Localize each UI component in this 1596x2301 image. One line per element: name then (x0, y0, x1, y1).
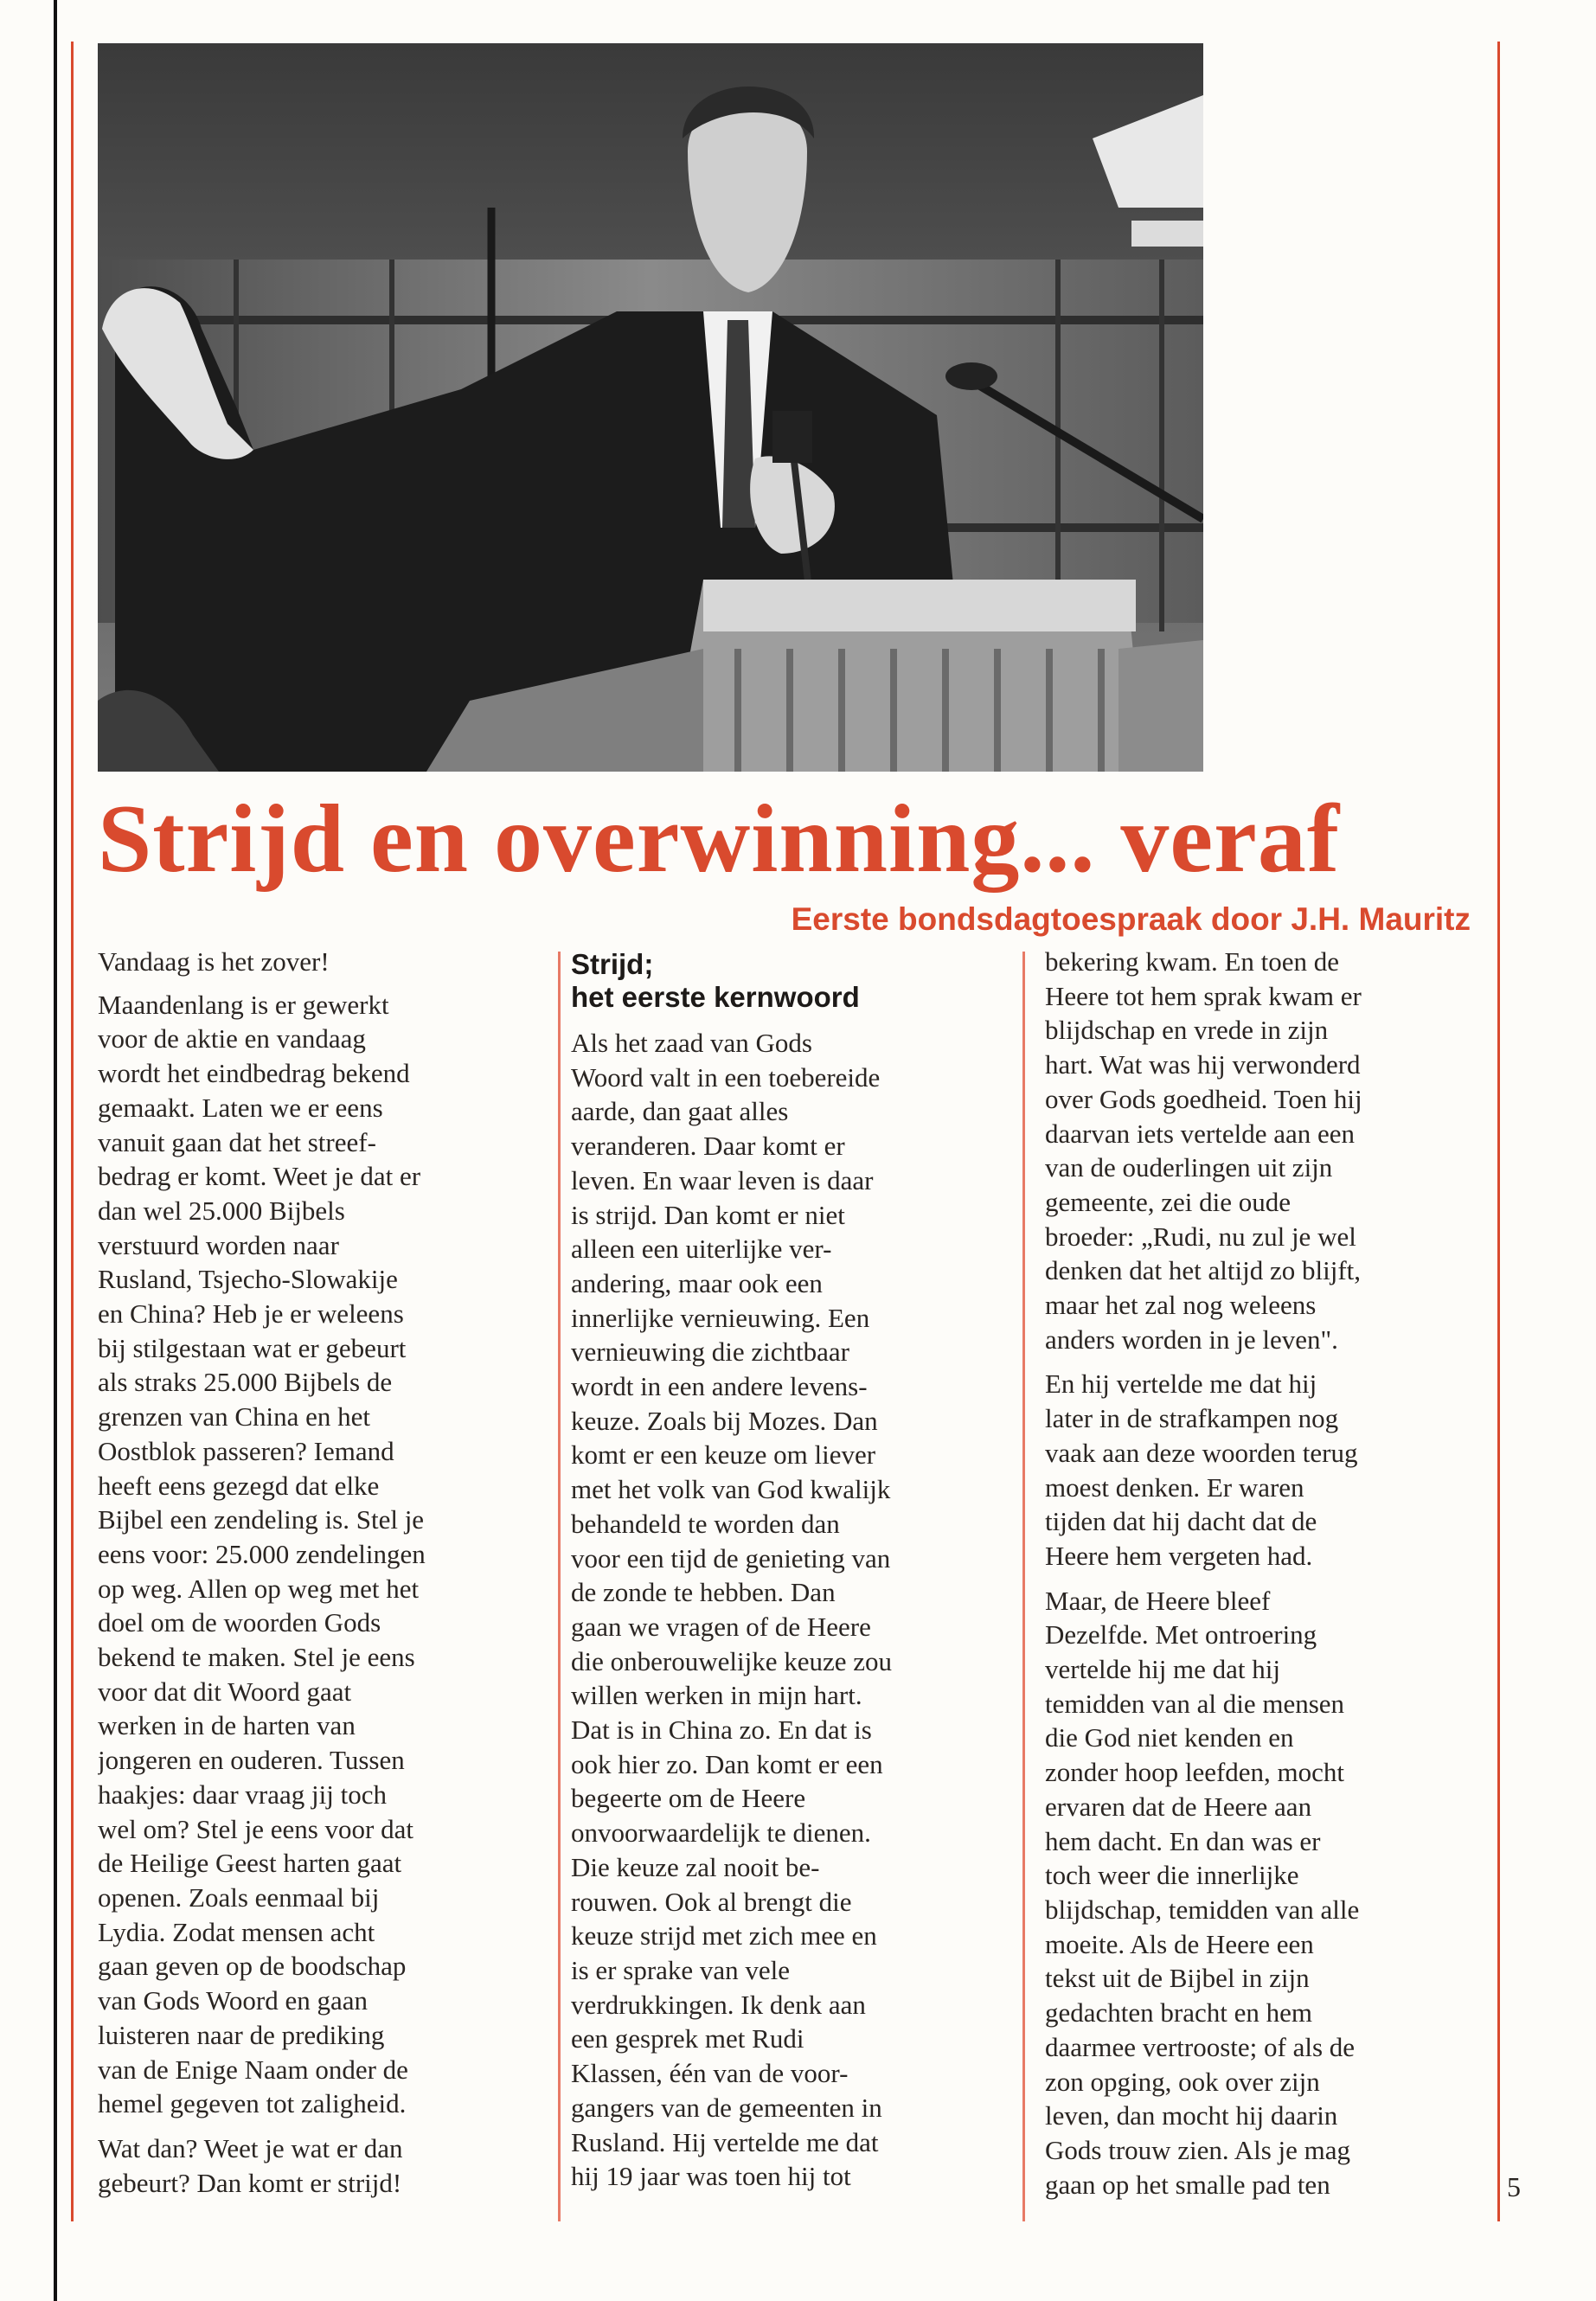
scan-edge (54, 0, 57, 2301)
paragraph: Wat dan? Weet je wat er dan gebeurt? Dan komt er strijd! (98, 2132, 403, 2198)
paragraph: bekering kwam. En toen de Heere tot hem sprak kwam er blijdschap en vrede in zijn hart. Wat was hij verwonderd over Gods goedheid. Toen hij daarvan iets vertelde aan een van de ouderlingen uit zijn gemeente, zei die oude broeder: „Rudi, nu zul je wel denken dat het altijd zo blijft, maar het zal nog weleens anders worden in je leven". (1045, 946, 1362, 1355)
column-3 (1045, 945, 1477, 2216)
paragraph: Maar, de Heere bleef Dezelfde. Met ontroering vertelde hij me dat hij temidden van al die mensen die God niet kenden en zonder hoop leefden, mocht ervaren dat de Heere aan hem dacht. En dan was er toch weer die innerlijke blijdschap, temidden van alle moeite. Als de Heere een tekst uit de Bijbel in zijn gedachten bracht en hem daarmee vertrooste; of als de zon opging, ook over zijn leven, dan mocht hij daarin Gods trouw zien. Als je mag gaan op het smalle pad ten (1045, 1585, 1360, 2200)
column-1 (98, 945, 530, 2216)
page-number: 5 (1507, 2171, 1521, 2202)
article-headline: Strijd en overwinning... veraf (98, 785, 1341, 893)
column-divider-1 (558, 952, 561, 2221)
speaker-photo-illustration (98, 43, 1203, 772)
paragraph: Maandenlang is er gewerkt voor de aktie en vandaag wordt het eindbedrag bekend gemaakt. Laten we er eens vanuit gaan dat het streef- bedrag er komt. Weet je dat er dan wel 25.000 Bijbels verstuurd worden naar Rusland, Tsjecho-Slowakije en China? Heb je er weleens bij stilgestaan wat er gebeurt als straks 25.000 Bijbels de grenzen van China en het Oostblok passeren? Iemand heeft eens gezegd dat elke Bijbel een zendeling is. Stel je eens voor: 25.000 zendelingen op weg. Allen op weg met het doel om de woorden Gods bekend te maken. Stel je eens voor dat dit Woord gaat werken in de harten van jongeren en ouderen. Tussen haakjes: daar vraag jij toch wel om? Stel je eens voor dat de Heilige Geest harten gaat openen. Zoals eenmaal bij Lydia. Zodat mensen acht gaan geven op de boodschap van Gods Woord en gaan luisteren naar de prediking van de Enige Naam onder de hemel gegeven tot zaligheid. (98, 989, 426, 2119)
paragraph: En hij vertelde me dat hij later in de strafkampen nog vaak aan deze woorden terug moest denken. Er waren tijden dat hij dacht dat de Heere hem vergeten had. (1045, 1368, 1358, 1571)
paragraph: Vandaag is het zover! (98, 946, 330, 977)
speaker-photo (98, 43, 1203, 772)
column-2 (571, 945, 1008, 2216)
paragraph: Als het zaad van Gods Woord valt in een toebereide aarde, dan gaat alles veranderen. Daar komt er leven. En waar leven is daar is strijd. Dan komt er niet alleen een uiterlijke ver- andering, maar ook een innerlijke vernieuwing. Een vernieuwing die zichtbaar wordt in een andere levens- keuze. Zoals bij Mozes. Dan komt er een keuze om liever met het volk van God kwalijk behandeld te worden dan voor een tijd de genieting van de zonde te hebben. Dan gaan we vragen of de Heere die onberouwelijke keuze zou willen werken in mijn hart. Dat is in China zo. En dat is ook hier zo. Dan komt er een begeerte om de Heere onvoorwaardelijk te dienen. Die keuze zal nooit be- rouwen. Ook al brengt die keuze strijd met zich mee en is er sprake van vele verdrukkingen. Ik denk aan een gesprek met Rudi Klassen, één van de voor- gangers van de gemeenten in Rusland. Hij vertelde me dat hij 19 jaar was toen hij tot (571, 1028, 892, 2192)
article-subtitle: Eerste bondsdagtoespraak door J.H. Mauritz (791, 901, 1471, 937)
left-margin-rule (71, 42, 74, 2221)
right-margin-rule (1497, 42, 1500, 2221)
column-divider-2 (1022, 952, 1025, 2221)
section-heading: Strijd; het eerste kernwoord (571, 948, 860, 1013)
